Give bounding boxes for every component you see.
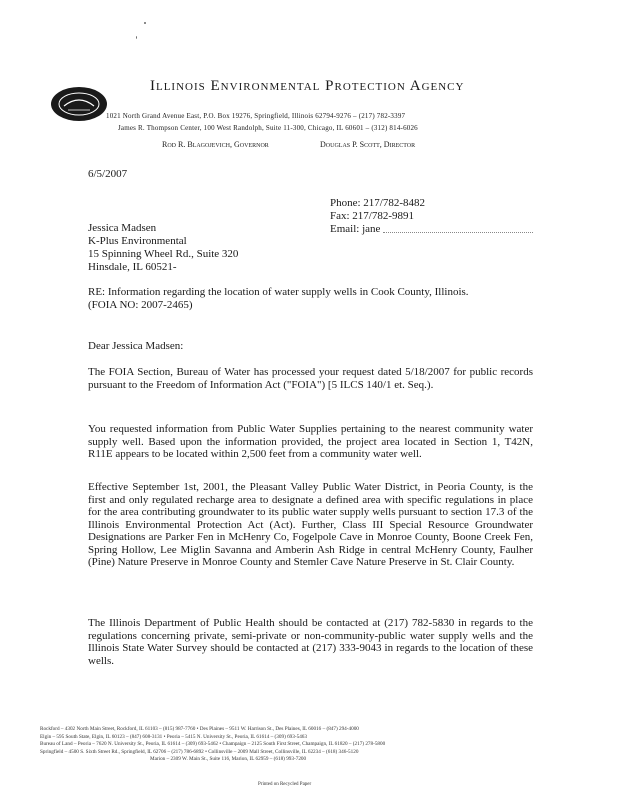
letter-date: 6/5/2007 (88, 168, 128, 180)
footer-row: Marion – 2309 W. Main St., Suite 116, Marion, IL 62959 – (618) 993-7200 (150, 756, 307, 762)
footer-row: Bureau of Land – Peoria – 7620 N. University St., Peoria, IL 61614 – (309) 693-5462 • Champaign – 2125 South First Street, Champaign, IL 61820 – (217) 278-5800 (40, 741, 386, 747)
body-paragraph-3: Effective September 1st, 2001, the Pleasant Valley Public Water District, in Peoria County, is the first and only regulated recharge area to designate a defined area with specific regulations in place for the area contributing groundwater to its public water supply wells pursuant to section 17.3 of the Illinois Environmental Protection Act (Act). Further, Class III Special Resource Groundwater Designations are Parker Fen in McHenry Co, Fogelpole Cave in Monroe County, Boone Creek Fen, Spring Hollow, Lee Miglin Savanna and Amberin Ash Ridge in central McHenry County, Faulher (Pine) Nature Preserve in Monroe County and Stemler Cave Nature Preserve in St. Clair County. (88, 481, 533, 568)
sender-phone: Phone: 217/782-8482 (330, 197, 426, 209)
footer-row: Elgin – 595 South State, Elgin, IL 60123 – (847) 608-3131 • Peoria – 5415 N. University St., Peoria, IL 61614 – (309) 693-5463 (40, 733, 307, 740)
body-paragraph-2: You requested information from Public Water Supplies pertaining to the nearest community water supply well. Based upon the information provided, the project area located in Section 1, T42N, R11E appears to be located within 2,500 feet from a community water well. (88, 423, 533, 460)
director-name: Douglas P. Scott, Director (320, 140, 416, 149)
agency-address-springfield: 1021 North Grand Avenue East, P.O. Box 19276, Springfield, Illinois 62794-9276 – (217) 782-3397 (106, 112, 406, 120)
scan-speck (144, 22, 146, 24)
recipient-name: Jessica Madsen (88, 222, 157, 234)
footer-row: Rockford – 4302 North Main Street, Rockford, IL 61103 – (815) 987-7760 • Des Plaines – 9511 W. Harrison St., Des Plaines, IL 60016 – (847) 294-4000 (40, 726, 359, 732)
salutation: Dear Jessica Madsen: (88, 340, 184, 352)
footer-row: Springfield – 4500 S. Sixth Street Rd., Springfield, IL 62706 – (217) 786-6892 • Collinsville – 2009 Mall Street, Collinsville, IL 62234 – (618) 346-5120 (40, 748, 359, 755)
sender-fax: Fax: 217/782-9891 (330, 210, 415, 222)
subject-line (88, 286, 528, 312)
agency-address-chicago: James R. Thompson Center, 100 West Randolph, Suite 11-300, Chicago, IL 60601 – (312) 814-6026 (118, 124, 418, 132)
sender-contact-block (330, 197, 533, 236)
body-paragraph-1: The FOIA Section, Bureau of Water has processed your request dated 5/18/2007 for public records pursuant to the Freedom of Information Act ("FOIA") [5 ILCS 140/1 et. Seq.). (88, 366, 533, 391)
agency-seal-logo (50, 86, 108, 122)
sender-email (330, 223, 533, 236)
recipient-city: Hinsdale, IL 60521- (88, 261, 177, 273)
redacted-email (383, 225, 533, 233)
sender-email-label: Email: jane (330, 223, 381, 235)
printed-on-recycled-paper: Printed on Recycled Paper (258, 782, 312, 787)
body-paragraph-4: The Illinois Department of Public Health should be contacted at (217) 782-5830 in regards to the regulations concerning private, semi-private or non-community-public water supply wells and the Illinois State Water Survey should be contacted at (217) 333-9043 in regards to the location of these wells. (88, 617, 533, 667)
re-line: RE: Information regarding the location of water supply wells in Cook County, Illinois. (88, 286, 469, 298)
recipient-company: K-Plus Environmental (88, 235, 187, 247)
recipient-address-block (88, 222, 238, 274)
footer-offices (40, 726, 580, 764)
recipient-street: 15 Spinning Wheel Rd., Suite 320 (88, 248, 239, 260)
foia-number: (FOIA NO: 2007-2465) (88, 299, 193, 311)
agency-name: Illinois Environmental Protection Agency (150, 78, 465, 94)
governor-name: Rod R. Blagojevich, Governor (162, 140, 269, 149)
scan-speck (136, 36, 137, 39)
